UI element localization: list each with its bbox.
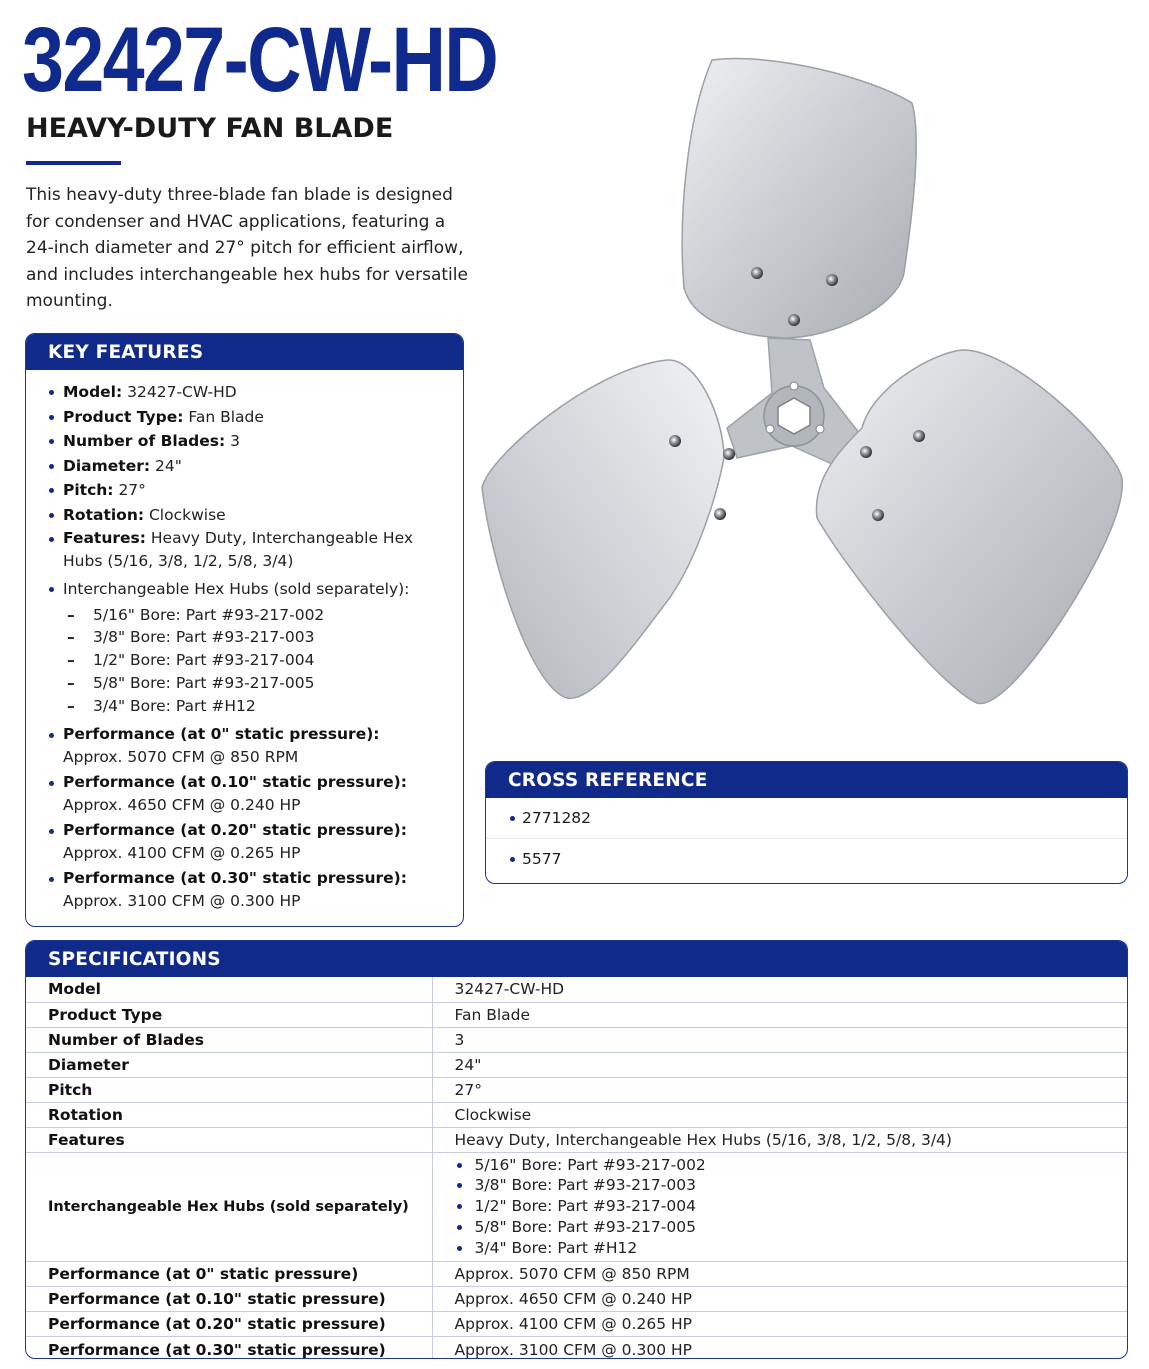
table-row bbox=[26, 1262, 1127, 1287]
three-blade-fan-icon bbox=[472, 48, 1136, 712]
feature-value: 32427-CW-HD bbox=[122, 383, 237, 401]
spec-key: Pitch bbox=[26, 1077, 432, 1102]
feature-value: Approx. 4650 CFM @ 0.240 HP bbox=[63, 795, 301, 814]
list-item bbox=[48, 405, 453, 430]
hub-item: 3/8" Bore: Part #93-217-003 bbox=[455, 1175, 1128, 1196]
cross-reference-item: 2771282 bbox=[486, 798, 1127, 839]
feature-value: Fan Blade bbox=[183, 407, 264, 426]
specifications-table bbox=[26, 977, 1127, 1359]
spec-key: Features bbox=[26, 1127, 432, 1152]
feature-label: Product Type: bbox=[63, 407, 184, 426]
list-item bbox=[48, 380, 453, 405]
hub-item: 5/8" Bore: Part #93-217-005 bbox=[455, 1217, 1128, 1238]
spec-key: Model bbox=[26, 977, 432, 1002]
spec-key: Performance (at 0" static pressure) bbox=[26, 1262, 432, 1287]
spec-value: Clockwise bbox=[432, 1102, 1127, 1127]
spec-key: Rotation bbox=[26, 1102, 432, 1127]
product-title: 32427-CW-HD bbox=[22, 9, 498, 111]
feature-label: (at 0.20" static pressure): bbox=[174, 821, 407, 840]
feature-value: Approx. 3100 CFM @ 0.300 HP bbox=[63, 891, 301, 910]
feature-label: Model: bbox=[63, 383, 123, 401]
table-row bbox=[26, 1337, 1127, 1359]
table-row bbox=[26, 1002, 1127, 1027]
spec-key: Diameter bbox=[26, 1052, 432, 1077]
feature-value: 3 bbox=[225, 432, 241, 450]
table-row bbox=[26, 1102, 1127, 1127]
feature-label: Features: bbox=[63, 529, 146, 547]
feature-label: Rotation: bbox=[63, 505, 145, 524]
spec-value: 27° bbox=[432, 1077, 1127, 1102]
title-divider bbox=[26, 161, 121, 165]
product-description: This heavy-duty three-blade fan blade is designed for condenser and HVAC applications, featuring a 24-inch diameter and 27° pitch for efficient airflow, and includes interchangeable hex hubs for versatile mounting. bbox=[26, 185, 468, 311]
specifications-heading: SPECIFICATIONS bbox=[26, 941, 1127, 977]
hub-item: – 1/2" Bore: Part #93-217-004 bbox=[67, 649, 453, 672]
spec-key: Interchangeable Hex Hubs (sold separately) bbox=[26, 1152, 432, 1262]
list-item bbox=[48, 454, 453, 479]
hub-item: 5/16" Bore: Part #93-217-002 bbox=[455, 1155, 1128, 1176]
feature-label: Performance bbox=[63, 821, 175, 840]
list-item bbox=[48, 577, 453, 723]
key-features-heading: KEY FEATURES bbox=[26, 334, 463, 370]
feature-label: Diameter: bbox=[63, 456, 151, 475]
product-subtitle: HEAVY-DUTY FAN BLADE bbox=[26, 113, 394, 144]
list-item bbox=[48, 771, 453, 816]
list-item bbox=[48, 867, 453, 912]
feature-value: 24" bbox=[150, 456, 182, 475]
cross-reference-item: 5577 bbox=[486, 839, 1127, 880]
spec-value: 3 bbox=[432, 1027, 1127, 1052]
feature-label: Performance bbox=[63, 773, 175, 792]
table-row bbox=[26, 1152, 1127, 1262]
feature-value: Clockwise bbox=[144, 505, 226, 524]
spec-key: Performance (at 0.30" static pressure) bbox=[26, 1337, 432, 1359]
hub-item: – 5/16" Bore: Part #93-217-002 bbox=[67, 604, 453, 627]
table-row bbox=[26, 1127, 1127, 1152]
spec-value: Approx. 5070 CFM @ 850 RPM bbox=[432, 1262, 1127, 1287]
table-row bbox=[26, 1052, 1127, 1077]
feature-label: (at 0.30" static pressure): bbox=[174, 869, 407, 888]
spec-value: Fan Blade bbox=[432, 1002, 1127, 1027]
spec-key: Number of Blades bbox=[26, 1027, 432, 1052]
spec-value: 32427-CW-HD bbox=[432, 977, 1127, 1002]
feature-label: Performance bbox=[63, 725, 175, 744]
feature-value: 27° bbox=[113, 481, 146, 499]
hub-list bbox=[455, 1153, 1128, 1262]
feature-value: Approx. 4100 CFM @ 0.265 HP bbox=[63, 843, 301, 862]
hub-sublist bbox=[63, 602, 453, 724]
feature-value: Approx. 5070 CFM @ 850 RPM bbox=[63, 747, 299, 766]
specifications-panel bbox=[25, 940, 1128, 1359]
key-features-panel bbox=[25, 333, 464, 927]
list-item bbox=[48, 819, 453, 864]
spec-key: Performance (at 0.20" static pressure) bbox=[26, 1312, 432, 1337]
feature-value: Heavy Duty, Interchangeable Hex Hubs (5/16, 3/8, 1/2, 5/8, 3/4) bbox=[63, 529, 414, 570]
feature-label: Performance bbox=[63, 869, 175, 888]
list-item bbox=[48, 503, 453, 528]
cross-reference-heading: CROSS REFERENCE bbox=[486, 762, 1127, 798]
spec-value: Approx. 3100 CFM @ 0.300 HP bbox=[454, 1340, 692, 1359]
spec-value bbox=[432, 1152, 1127, 1262]
table-row bbox=[26, 1287, 1127, 1312]
hub-item: – 3/4" Bore: Part #H12 bbox=[67, 695, 453, 718]
spec-key: Product Type bbox=[26, 1002, 432, 1027]
spec-value: Heavy Duty, Interchangeable Hex Hubs (5/16, 3/8, 1/2, 5/8, 3/4) bbox=[432, 1127, 1127, 1152]
table-row bbox=[26, 1027, 1127, 1052]
hub-item: 1/2" Bore: Part #93-217-004 bbox=[455, 1196, 1128, 1217]
table-row bbox=[26, 977, 1127, 1002]
feature-label: Number of Blades: bbox=[63, 432, 226, 450]
hubs-label: Interchangeable Hex Hubs (sold separately): bbox=[63, 580, 410, 598]
spec-value: 24" bbox=[432, 1052, 1127, 1077]
table-row bbox=[26, 1312, 1127, 1337]
key-features-list bbox=[26, 370, 463, 912]
list-item bbox=[48, 527, 453, 573]
hub-item: – 5/8" Bore: Part #93-217-005 bbox=[67, 672, 453, 695]
cross-reference-panel bbox=[485, 761, 1128, 884]
feature-label: (at 0" static pressure): bbox=[174, 725, 380, 744]
list-item bbox=[48, 723, 453, 768]
hub-item: 3/4" Bore: Part #H12 bbox=[455, 1238, 1128, 1259]
list-item bbox=[48, 429, 453, 454]
feature-label: Pitch: bbox=[63, 481, 114, 499]
spec-value: Approx. 4100 CFM @ 0.265 HP bbox=[432, 1312, 1127, 1337]
feature-label: (at 0.10" static pressure): bbox=[174, 773, 407, 792]
list-item bbox=[48, 478, 453, 503]
spec-key: Performance (at 0.10" static pressure) bbox=[26, 1287, 432, 1312]
spec-value: Approx. 4650 CFM @ 0.240 HP bbox=[432, 1287, 1127, 1312]
hub-item: – 3/8" Bore: Part #93-217-003 bbox=[67, 626, 453, 649]
table-row bbox=[26, 1077, 1127, 1102]
